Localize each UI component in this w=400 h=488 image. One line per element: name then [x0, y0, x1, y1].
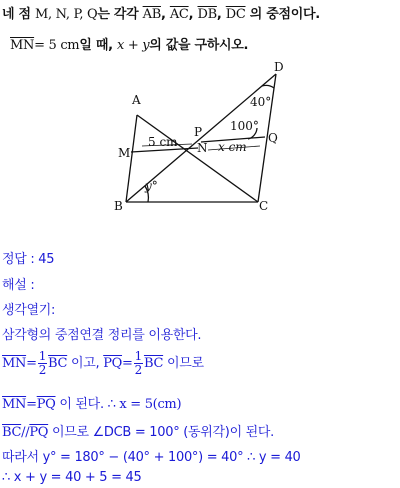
fraction-numerator: 1: [134, 349, 142, 363]
segment-pq: $\overline{PQ}$: [29, 425, 49, 440]
problem-text-1b: 는 각각: [97, 7, 143, 22]
segment-db: $\overline{DB}$: [197, 7, 217, 22]
label-p: P: [194, 125, 203, 139]
problem-expression: x + y: [116, 38, 150, 53]
segment-mn: $\overline{MN}$: [2, 397, 27, 412]
label-a: A: [132, 93, 141, 107]
method-text: 삼각형의 중점연결 정리를 이용한다.: [2, 328, 202, 343]
solution-text-therefore: 이므로: [163, 356, 204, 371]
problem-text-1a: 네 점: [2, 7, 35, 22]
segment-ab: $\overline{AB}$: [142, 7, 161, 22]
problem-mn-value: = 5 cm: [34, 38, 80, 53]
solution-line-7: [2, 421, 274, 440]
explain-label: 해설 :: [2, 278, 35, 293]
parallel-sign: //: [21, 425, 30, 440]
angle-p-label: 100°: [230, 119, 259, 133]
segment-ac: $\overline{AC}$: [169, 7, 189, 22]
segment-bc: $\overline{BC}$: [2, 425, 22, 440]
label-b: B: [114, 199, 123, 213]
angle-d-label: 40°: [250, 95, 272, 109]
label-c: C: [259, 199, 269, 213]
segment-pq: $\overline{PQ}$: [103, 356, 123, 371]
separator: ,: [188, 7, 198, 22]
problem-line-2: [10, 34, 248, 53]
equals-sign: =: [26, 356, 37, 371]
label-n: N: [197, 141, 208, 155]
segment-bc: $\overline{BC}$: [48, 356, 68, 371]
solution-line-8: 따라서 y° = 180° − (40° + 100°) = 40° ∴ y = 40: [2, 450, 301, 465]
length-mn-label: 5 cm: [148, 135, 178, 149]
problem-text-2c: 의 값을 구하시오.: [149, 38, 249, 53]
label-m: M: [118, 146, 131, 160]
equals-sign: =: [122, 356, 133, 371]
problem-text-2b: 일 때,: [79, 38, 117, 53]
fraction-half: [38, 350, 47, 377]
solution-text-corresponding: (동위각)이 된다.: [183, 425, 275, 440]
segment-dc: $\overline{DC}$: [225, 7, 246, 22]
solution-angle-dcb: 이므로 ∠DCB = 100°: [48, 425, 184, 440]
solution-line-6: [2, 393, 181, 412]
angle-d-arc: [262, 85, 274, 88]
solution-line-5: [2, 350, 204, 377]
fraction-numerator: 1: [38, 349, 47, 363]
segment-pq: $\overline{PQ}$: [36, 397, 56, 412]
label-d: D: [274, 60, 284, 74]
solution-text-becomes: 이 된다. ∴: [55, 397, 120, 412]
label-q: Q: [268, 131, 278, 145]
answer-line: 정답 : 45: [2, 252, 55, 267]
geometry-figure: [100, 60, 300, 220]
think-label: 생각열기:: [2, 303, 56, 318]
segment-mn: $\overline{MN}$: [10, 38, 35, 53]
fraction-denominator: 2: [38, 363, 47, 377]
problem-text-1c: 의 중점이다.: [245, 7, 320, 22]
problem-points: M, N, P, Q: [34, 7, 98, 22]
equals-sign: =: [26, 397, 37, 412]
solution-line-9: ∴ x + y = 40 + 5 = 45: [2, 470, 142, 485]
solution-text-and: 이고,: [67, 356, 104, 371]
angle-y-label: y°: [145, 179, 158, 193]
length-pq-label: x cm: [218, 140, 247, 154]
fraction-half: [134, 350, 143, 377]
separator: ,: [216, 7, 226, 22]
result-x: x = 5(cm): [119, 397, 182, 412]
fraction-denominator: 2: [134, 363, 142, 377]
segment-bc: $\overline{BC}$: [143, 356, 164, 371]
segment-mn: $\overline{MN}$: [2, 356, 27, 371]
problem-line-1: [2, 3, 320, 22]
separator: ,: [160, 7, 170, 22]
